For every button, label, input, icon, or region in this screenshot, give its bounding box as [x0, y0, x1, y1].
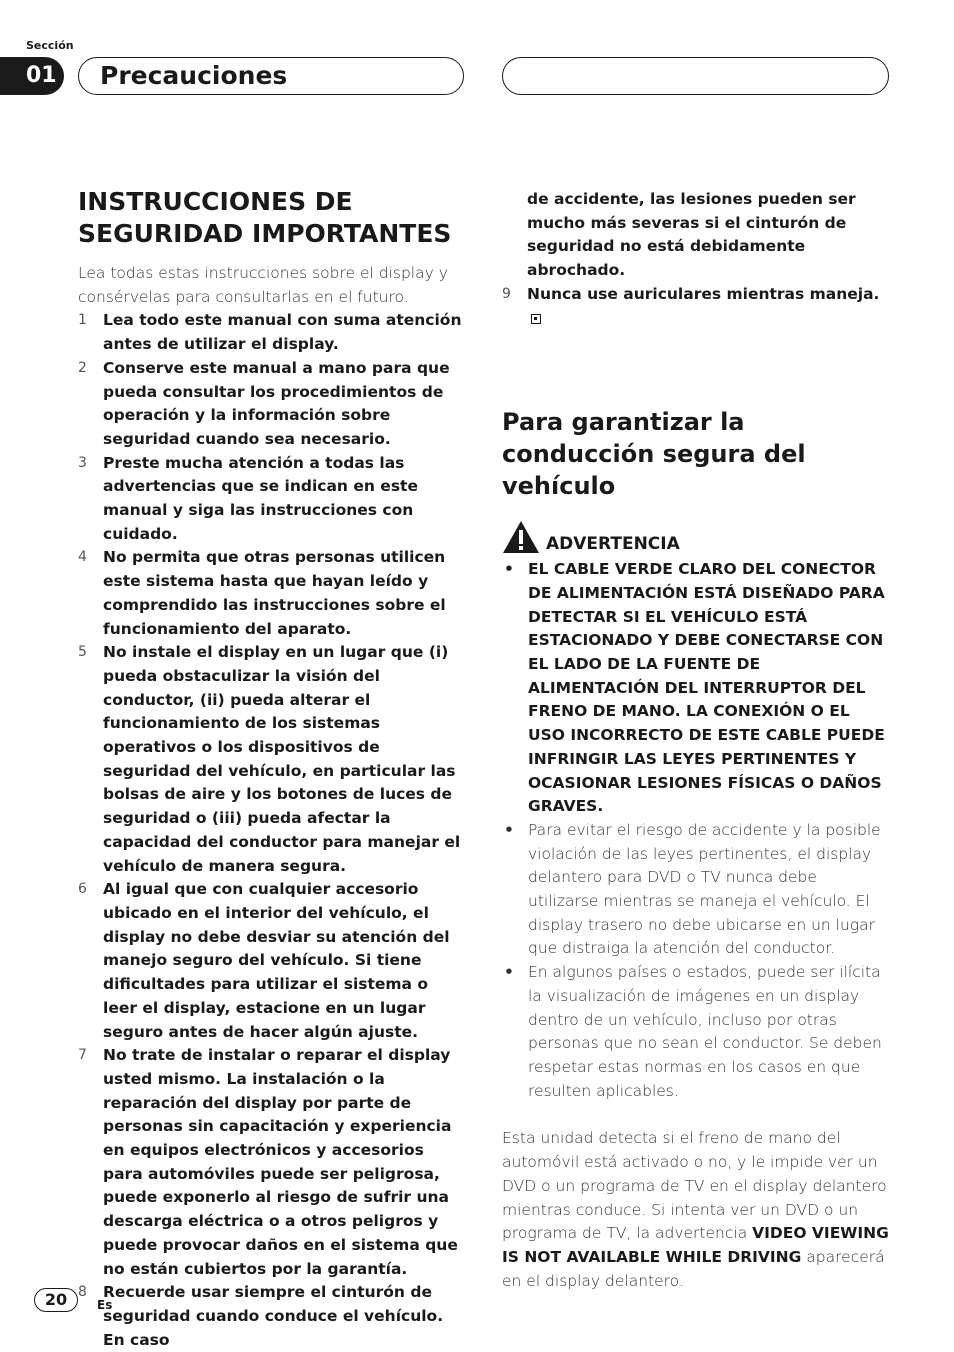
item-number: 3	[78, 454, 87, 471]
paragraph-text-start: Esta unidad detecta si el freno de mano del automóvil está activado o no, y le impide ver un DVD o un programa de TV en el display delantero mientras conduce. Si intenta ver un DVD o un programa de TV, la advertencia	[502, 1129, 887, 1243]
warning-header	[502, 520, 890, 554]
item-text: Preste mucha atención a todas las advertencias que se indican en este manual y siga las instrucciones con cuidado.	[103, 453, 418, 543]
item-text: Nunca use auriculares mientras maneja.	[527, 284, 880, 303]
item-number: 4	[78, 549, 87, 566]
list-item	[78, 1044, 466, 1281]
list-item	[78, 357, 466, 452]
page-number: 20	[34, 1288, 78, 1312]
right-column	[502, 188, 890, 1293]
item-number: 9	[502, 285, 511, 302]
page-title: Precauciones	[100, 61, 288, 90]
warning-triangle-icon	[502, 520, 540, 554]
item-text: Al igual que con cualquier accesorio ubicado en el interior del vehículo, el display no debe desviar su atención del manejo seguro del vehículo. Si tiene dificultades para utilizar el sistema o leer el display, estacione en un lugar seguro antes de hacer algún ajuste.	[103, 880, 450, 1041]
bullet-item: • Para evitar el riesgo de accidente y la posible violación de las leyes pertinentes, el display delantero para DVD o TV nunca debe utilizarse mientras se maneja el vehículo. El display trasero no debe ubicarse en un lugar que distraiga la atención del conductor.	[502, 819, 890, 961]
warning-bullets	[502, 558, 890, 1103]
bullet-item: • EL CABLE VERDE CLARO DEL CONECTOR DE ALIMENTACIÓN ESTÁ DISEÑADO PARA DETECTAR SI EL VEHÍCULO ESTÁ ESTACIONADO Y DEBE CONECTARSE CON EL LADO DE LA FUENTE DE ALIMENTACIÓN DEL INTERRUPTOR DEL FRENO DE MANO. LA CONEXIÓN O EL USO INCORRECTO DE ESTE CABLE PUEDE INFRINGIR LAS LEYES PERTINENTES Y OCASIONAR LESIONES FÍSICAS O DAÑOS GRAVES.	[502, 558, 890, 819]
list-item	[78, 309, 466, 356]
paragraph-bold-message: VIDEO VIEWING IS NOT AVAILABLE WHILE DRIVING	[502, 1224, 889, 1266]
list-item	[78, 641, 466, 878]
item-text: No instale el display en un lugar que (i) pueda obstaculizar la visión del conductor, (ii) pueda alterar el funcionamiento de los sistemas operativos o los dispositivos de seguridad del vehículo, en particular las bolsas de aire y los botones de luces de seguridad o (iii) pueda afectar la capacidad del conductor para manejar el vehículo de manera segura.	[103, 643, 461, 875]
item-text: Conserve este manual a mano para que pueda consultar los procedimientos de operación y la información sobre seguridad cuando sea necesario.	[103, 358, 450, 448]
item-number: 1	[78, 312, 87, 329]
safety-instructions-list	[78, 309, 466, 1352]
paragraph-text-end: aparecerá en el display delantero.	[502, 1247, 885, 1290]
intro-paragraph: Lea todas estas instrucciones sobre el display y consérvelas para consultarlas en el futuro.	[78, 264, 448, 306]
list-item	[78, 546, 466, 641]
header-blank-frame	[502, 57, 889, 95]
list-item	[78, 878, 466, 1044]
item-text: Lea todo este manual con suma atención antes de utilizar el display.	[103, 311, 462, 354]
bullet-item: • En algunos países o estados, puede ser ilícita la visualización de imágenes en un display dentro de un vehículo, incluso por otras personas que no sean el conductor. Se deben respetar estas normas en los casos en que resulten aplicables.	[502, 961, 890, 1103]
section-number-badge: 01	[0, 57, 64, 95]
item-number: 7	[78, 1047, 87, 1064]
list-item	[78, 452, 466, 547]
item-number: 6	[78, 881, 87, 898]
safety-instructions-list-cont	[502, 283, 890, 330]
item-text: No permita que otras personas utilicen este sistema hasta que hayan leído y comprendido las instrucciones sobre el funcionamiento del aparato.	[103, 548, 446, 638]
warning-title: ADVERTENCIA	[546, 534, 680, 555]
list-item	[78, 1281, 466, 1352]
parking-brake-paragraph	[502, 1127, 890, 1293]
left-column	[78, 186, 466, 1352]
item-text: No trate de instalar o reparar el display usted mismo. La instalación o la reparación del display por parte de personas sin capacitación y experiencia en equipos electrónicos y accesorios para automóviles puede ser peligrosa, puede exponerlo al riesgo de sufrir una descarga eléctrica o a otros peligros y puede provocar daños en el sistema que no están cubiertos por la garantía.	[103, 1046, 458, 1278]
item-number: 2	[78, 359, 87, 376]
end-mark-icon	[531, 314, 541, 324]
section-label: Sección	[26, 39, 74, 52]
item-number: 8	[78, 1284, 87, 1301]
item-8-continuation: de accidente, las lesiones pueden ser mucho más severas si el cinturón de seguridad no está debidamente abrochado.	[527, 190, 856, 280]
safety-heading: INSTRUCCIONES DE SEGURIDAD IMPORTANTES	[78, 187, 452, 248]
language-code: Es	[97, 1298, 113, 1312]
list-item	[502, 283, 890, 330]
safe-driving-heading: Para garantizar la conducción segura del vehículo	[502, 408, 806, 501]
item-text: Recuerde usar siempre el cinturón de seguridad cuando conduce el vehículo. En caso	[103, 1283, 444, 1349]
item-number: 5	[78, 644, 87, 661]
